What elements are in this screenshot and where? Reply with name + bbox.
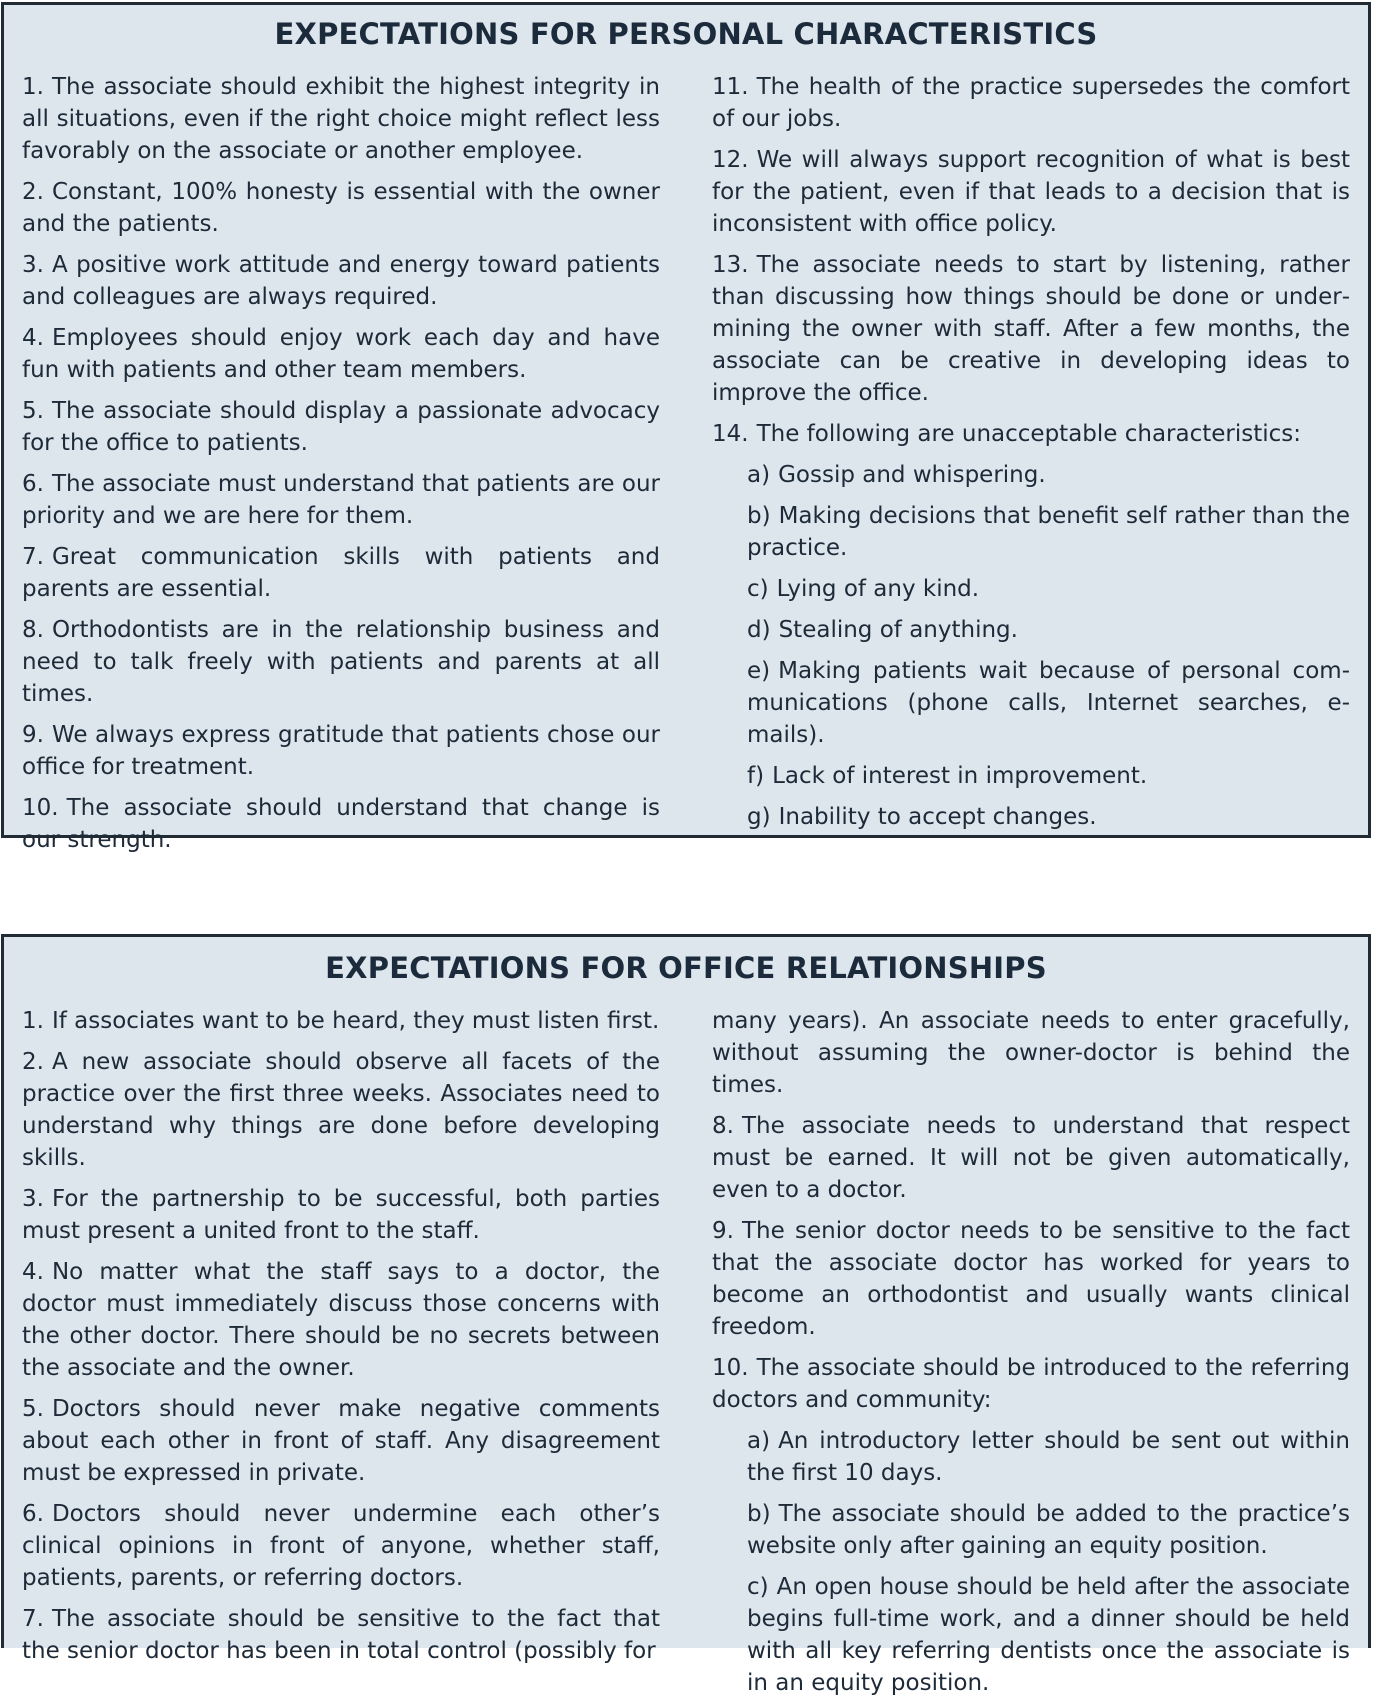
office-item-text: The associate should be sensitive to the fact that the senior doctor has been in total control (possibly for — [22, 1606, 660, 1664]
office-item-number: 8. — [712, 1113, 734, 1139]
office-item-text: A new associate should observe all facets of the practice over the first three weeks. Associates need to understand why things are done before developing skills. — [22, 1049, 660, 1171]
office-item — [22, 1393, 660, 1489]
personal-sub-item-text: Lying of any kind. — [776, 576, 980, 602]
personal-item — [22, 395, 660, 459]
personal-sub-item-text: Making decisions that benefit self rather than the practice. — [747, 503, 1350, 561]
personal-item-number: 7. — [22, 544, 44, 570]
office-item-text: The associate needs to understand that respect must be earned. It will not be given automatically, even to a doctor. — [712, 1113, 1350, 1203]
personal-sub-item-number: d) — [747, 617, 771, 643]
office-item-number: 5. — [22, 1396, 44, 1422]
personal-item — [22, 614, 660, 710]
personal-item — [22, 322, 660, 386]
office-item-number: 7. — [22, 1606, 44, 1632]
personal-item-text: Employees should enjoy work each day and have fun with patients and other team members. — [22, 325, 660, 383]
office-sub-item-text: The associate should be added to the practice’s website only after gaining an equity position. — [747, 1501, 1350, 1559]
office-item-text: Doctors should never undermine each other’s clinical opinions in front of anyone, whether staff, patients, parents, or referring doctors. — [22, 1501, 660, 1591]
personal-item-number: 5. — [22, 398, 44, 424]
personal-item-number: 12. — [712, 147, 749, 173]
personal-characteristics-title: EXPECTATIONS FOR PERSONAL CHARACTERISTICS — [274, 17, 1098, 51]
personal-sub-item — [747, 500, 1350, 564]
office-item-number: 6. — [22, 1501, 44, 1527]
office-item — [712, 1352, 1350, 1416]
personal-item — [712, 418, 1350, 450]
personal-item-text: The associate should understand that change is our strength. — [22, 795, 660, 853]
personal-sub-item-number: a) — [747, 462, 771, 488]
personal-item-number: 2. — [22, 179, 44, 205]
personal-item-text: The associate should exhibit the highest integrity in all situations, even if the right choice might reflect less favorably on the associate or another employee. — [22, 74, 660, 164]
personal-sub-item — [747, 655, 1350, 751]
office-sub-item-text: An introductory letter should be sent out within the first 10 days. — [747, 1428, 1350, 1486]
office-sub-item-text: An open house should be held after the associate begins full-time work, and a dinner should be held with all key referring dentists once the associate is in an equity position. — [747, 1574, 1350, 1696]
office-right-column — [712, 1005, 1350, 1708]
personal-item-number: 10. — [22, 795, 59, 821]
personal-sub-item-number: e) — [747, 658, 771, 684]
personal-sub-item — [747, 459, 1350, 491]
personal-item-text: The health of the practice supersedes the comfort of our jobs. — [712, 74, 1350, 132]
office-sub-item-number: a) — [747, 1428, 771, 1454]
personal-item — [712, 71, 1350, 135]
personal-item-number: 13. — [712, 252, 749, 278]
office-sub-item — [747, 1571, 1350, 1699]
personal-item — [22, 468, 660, 532]
office-item — [22, 1256, 660, 1384]
personal-item — [22, 792, 660, 856]
personal-sub-item — [747, 801, 1350, 833]
personal-sub-item-text: Making patients wait because of personal communications (phone calls, Internet searches, e-mails). — [747, 658, 1350, 748]
office-item-number: 2. — [22, 1049, 44, 1075]
personal-item-text: The following are unacceptable characteristics: — [756, 421, 1302, 447]
personal-sub-item — [747, 573, 1350, 605]
personal-sub-item-number: b) — [747, 503, 771, 529]
personal-columns — [22, 71, 1350, 865]
office-sub-item-number: b) — [747, 1501, 771, 1527]
personal-sub-item-text: Inability to accept changes. — [778, 804, 1097, 830]
office-item-text: No matter what the staff says to a doctor, the doctor must immediately discuss those concerns with the other doctor. There should be no secrets between the associate and the owner. — [22, 1259, 660, 1381]
office-sub-items — [712, 1425, 1350, 1699]
office-item-number: 10. — [712, 1355, 749, 1381]
personal-sub-item-text: Stealing of anything. — [778, 617, 1018, 643]
office-item-number: 1. — [22, 1008, 44, 1034]
personal-item-text: Great communication skills with patients and parents are essential. — [22, 544, 660, 602]
personal-item-number: 11. — [712, 74, 749, 100]
office-left-column — [22, 1005, 660, 1708]
personal-right-items — [712, 71, 1350, 450]
personal-right-column — [712, 71, 1350, 865]
personal-item-number: 14. — [712, 421, 749, 447]
personal-sub-item-text: Lack of interest in improvement. — [772, 763, 1148, 789]
office-item — [22, 1183, 660, 1247]
personal-left-column — [22, 71, 660, 865]
office-relationships-box — [1, 934, 1371, 1696]
office-item — [22, 1046, 660, 1174]
personal-sub-item — [747, 760, 1350, 792]
office-item-number: 3. — [22, 1186, 44, 1212]
personal-sub-items — [712, 459, 1350, 833]
personal-item-text: The associate must understand that patients are our priority and we are here for them. — [22, 471, 660, 529]
personal-item-number: 3. — [22, 252, 44, 278]
office-item — [22, 1498, 660, 1594]
personal-item-number: 9. — [22, 722, 44, 748]
office-columns — [22, 1005, 1350, 1708]
personal-item-text: The associate needs to start by listening, rather than discussing how things should be done or undermining the owner with staff. After a few months, the associate can be creative in developing ideas to improve the office. — [712, 252, 1350, 406]
office-item-text: If associates want to be heard, they must listen first. — [51, 1008, 660, 1034]
office-sub-item — [747, 1498, 1350, 1562]
personal-item — [22, 249, 660, 313]
office-item — [22, 1603, 660, 1667]
personal-item-text: We always express gratitude that patients chose our office for treatment. — [22, 722, 660, 780]
office-item-7-continued: many years). An associate needs to enter gracefully, without assuming the owner-doctor is behind the times. — [712, 1008, 1350, 1098]
personal-sub-item — [747, 614, 1350, 646]
personal-item — [22, 719, 660, 783]
personal-sub-item-number: f) — [747, 763, 765, 789]
personal-item-number: 6. — [22, 471, 44, 497]
office-item-text: The associate should be introduced to the referring doctors and community: — [712, 1355, 1350, 1413]
office-item-text: The senior doctor needs to be sensitive to the fact that the associate doctor has worked for years to become an orthodontist and usually wants clinical freedom. — [712, 1218, 1350, 1340]
personal-item — [712, 249, 1350, 409]
office-item-text: For the partnership to be successful, both parties must present a united front to the staff. — [22, 1186, 660, 1244]
personal-item-text: We will always support recognition of what is best for the patient, even if that leads to a decision that is inconsistent with office policy. — [712, 147, 1350, 237]
personal-item-number: 4. — [22, 325, 44, 351]
office-item — [22, 1005, 660, 1037]
office-sub-item-number: c) — [747, 1574, 769, 1600]
office-sub-item — [747, 1425, 1350, 1489]
personal-item — [22, 176, 660, 240]
office-item-text: Doctors should never make negative comments about each other in front of staff. Any disagreement must be expressed in private. — [22, 1396, 660, 1486]
personal-item-number: 8. — [22, 617, 44, 643]
personal-sub-item-number: c) — [747, 576, 769, 602]
personal-item-text: Constant, 100% honesty is essential with the owner and the patients. — [22, 179, 660, 237]
personal-item — [712, 144, 1350, 240]
personal-item-text: The associate should display a passionate advocacy for the office to patients. — [22, 398, 660, 456]
personal-sub-item-text: Gossip and whispering. — [778, 462, 1046, 488]
personal-item — [22, 71, 660, 167]
personal-characteristics-box — [1, 2, 1371, 853]
personal-item — [22, 541, 660, 605]
office-relationships-title: EXPECTATIONS FOR OFFICE RELATIONSHIPS — [325, 951, 1047, 985]
personal-item-number: 1. — [22, 74, 44, 100]
personal-item-text: Orthodontists are in the relationship business and need to talk freely with patients and parents at all times. — [22, 617, 660, 707]
office-right-items — [712, 1110, 1350, 1416]
office-item-number: 9. — [712, 1218, 734, 1244]
personal-sub-item-number: g) — [747, 804, 771, 830]
office-item-number: 4. — [22, 1259, 44, 1285]
office-item — [712, 1215, 1350, 1343]
office-item — [712, 1110, 1350, 1206]
personal-item-text: A positive work attitude and energy toward patients and colleagues are always required. — [22, 252, 660, 310]
